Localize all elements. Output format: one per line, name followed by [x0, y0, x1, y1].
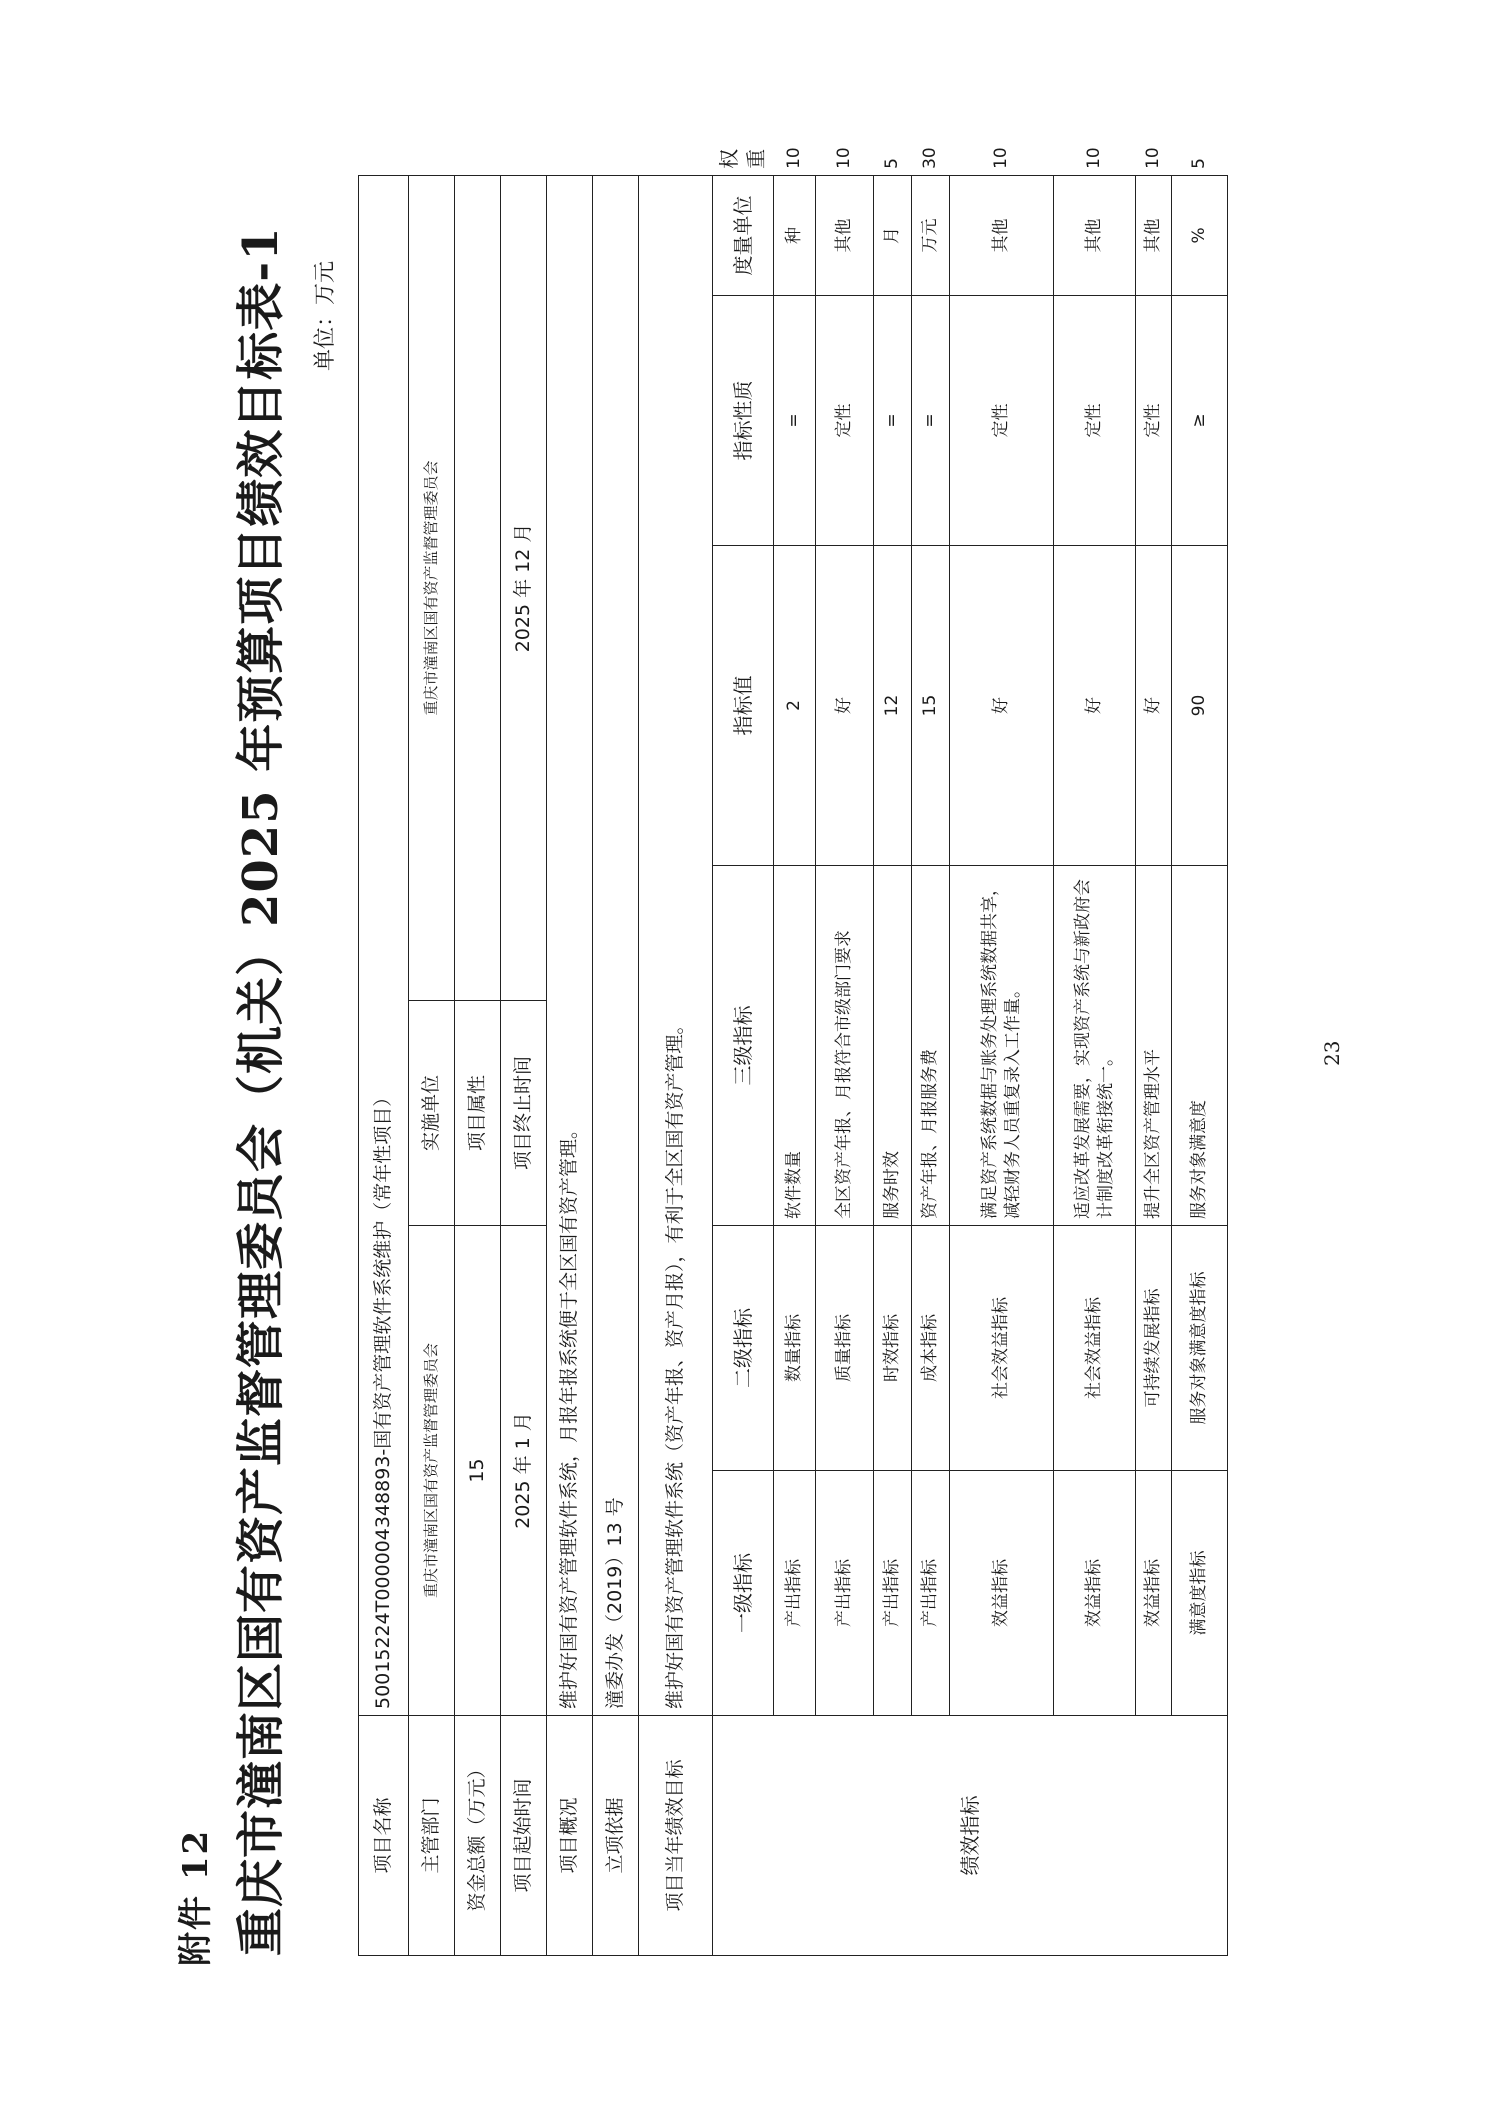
cell-unit: 其他	[1054, 175, 1136, 295]
start-label: 项目起始时间	[501, 1716, 547, 1956]
table-row: 产出指标 质量指标 全区资产年报、月报符合市级部门要求 好 定性 其他 10	[816, 175, 874, 1955]
header-l1: 一级指标	[713, 1471, 774, 1716]
table-row: 效益指标 可持续发展指标 提升全区资产管理水平 好 定性 其他 10	[1136, 175, 1172, 1955]
page-number: 23	[1320, 1040, 1344, 1066]
cell-unit: 其他	[950, 175, 1054, 295]
cell-l2: 社会效益指标	[1054, 1226, 1136, 1471]
overview-value: 维护好国有资产管理软件系统，月报年报系统便于全区国有资产管理。	[547, 175, 593, 1715]
perf-label: 绩效指标	[713, 1716, 1228, 1956]
cell-l2: 可持续发展指标	[1136, 1226, 1172, 1471]
cell-l1: 效益指标	[1054, 1471, 1136, 1716]
end-value: 2025 年 12 月	[501, 175, 547, 1000]
cell-l3: 提升全区资产管理水平	[1136, 866, 1172, 1226]
cell-value: 12	[874, 546, 912, 866]
overview-label: 项目概况	[547, 1716, 593, 1956]
cell-value: 好	[1054, 546, 1136, 866]
cell-nature: ≥	[1172, 296, 1228, 546]
fund-value: 15	[455, 1226, 501, 1716]
cell-l2: 社会效益指标	[950, 1226, 1054, 1471]
impl-label: 实施单位	[409, 1001, 455, 1226]
attr-label: 项目属性	[455, 1001, 501, 1226]
cell-nature: =	[874, 296, 912, 546]
cell-nature: 定性	[1054, 296, 1136, 546]
cell-l1: 产出指标	[774, 1471, 816, 1716]
cell-l3: 服务对象满意度	[1172, 866, 1228, 1226]
header-unit: 度量单位	[713, 175, 774, 295]
cell-unit: 种	[774, 175, 816, 295]
cell-nature: =	[774, 296, 816, 546]
header-l2: 二级指标	[713, 1226, 774, 1471]
dept-label: 主管部门	[409, 1716, 455, 1956]
cell-value: 2	[774, 546, 816, 866]
attr-value	[455, 175, 501, 1000]
project-name-label: 项目名称	[359, 1716, 409, 1956]
cell-value: 90	[1172, 546, 1228, 866]
cell-nature: 定性	[1136, 296, 1172, 546]
cell-l1: 产出指标	[816, 1471, 874, 1716]
annex-label: 附件 12	[176, 1828, 216, 1966]
table-row: 满意度指标 服务对象满意度指标 服务对象满意度 90 ≥ % 5	[1172, 175, 1228, 1955]
table-row: 产出指标 数量指标 软件数量 2 = 种 10	[774, 175, 816, 1955]
cell-unit: %	[1172, 175, 1228, 295]
cell-l3: 服务时效	[874, 866, 912, 1226]
cell-l1: 效益指标	[950, 1471, 1054, 1716]
cell-l2: 时效指标	[874, 1226, 912, 1471]
cell-unit: 其他	[1136, 175, 1172, 295]
cell-l2: 成本指标	[912, 1226, 950, 1471]
cell-l1: 产出指标	[874, 1471, 912, 1716]
project-name-value: 50015224T000004348893-国有资产管理软件系统维护（常年性项目）	[359, 175, 409, 1715]
cell-l2: 数量指标	[774, 1226, 816, 1471]
cell-unit: 月	[874, 175, 912, 295]
cell-l2: 服务对象满意度指标	[1172, 1226, 1228, 1471]
cell-l1: 满意度指标	[1172, 1471, 1228, 1716]
cell-l2: 质量指标	[816, 1226, 874, 1471]
end-label: 项目终止时间	[501, 1001, 547, 1226]
cell-value: 好	[1136, 546, 1172, 866]
cell-l3: 软件数量	[774, 866, 816, 1226]
table-row: 产出指标 时效指标 服务时效 12 = 月 5	[874, 175, 912, 1955]
header-nature: 指标性质	[713, 296, 774, 546]
basis-value: 潼委办发（2019）13 号	[593, 175, 639, 1715]
cell-value: 好	[816, 546, 874, 866]
cell-value: 好	[950, 546, 1054, 866]
cell-nature: 定性	[950, 296, 1054, 546]
cell-unit: 其他	[816, 175, 874, 295]
table-row: 产出指标 成本指标 资产年报、月报服务费 15 = 万元 30	[912, 175, 950, 1955]
fund-label: 资金总额（万元）	[455, 1716, 501, 1956]
cell-nature: 定性	[816, 296, 874, 546]
cell-l1: 效益指标	[1136, 1471, 1172, 1716]
cell-l1: 产出指标	[912, 1471, 950, 1716]
cell-value: 15	[912, 546, 950, 866]
cell-l3: 资产年报、月报服务费	[912, 866, 950, 1226]
performance-table: 项目名称 50015224T000004348893-国有资产管理软件系统维护（常年性项目） 主管部门 重庆市潼南区国有资产监督管理委员会 实施单位 重庆市潼南区国有资产监督管理委员会 资金总额（万元） 15 项目属性 项目起始时间 2025 年 1 月 项目终止时间 2025 年 12 月 项目概况 维护好国有资产管理软件系统，月报年报系统便于全区国有资产管理。 立项依据 潼委办发（2019）13 号 项目当年绩效目标 维护好国有资产管理软件系统（资产年报、资产月报），有利于全区国有资产管理。 绩效指标 一级指标 二级指标 三级指标 指标值 指标性质 度量单位 权重 产出指标 数量指标 软件数量 2 = 种 10 产出指标 质量指标 全区资产年报、月报符合市级部门要求 好 定性 其他 10 产出指标 时效指标 服务时效 12 = 月 5 产出指标 成本指标 资产年报、月报服务费 15 = 万元 30 效益指标 社会效益指标 满足资产系统数据与账务处理系统数据共享，减轻财务人员重复录入工作量。 好 定性 其他 10 效益指标 社会效益指标 适应改革发展需要，实现资产系统与新政府会计制度改革衔接统一。 好 定性 其他 10 效益指标 可持续发展指标 提升全区资产管理水平 好 定性 其他 10 满意度指标 服务对象满意度指标 服务对象满意度 90 ≥ % 5	[358, 175, 1228, 1956]
dept-value: 重庆市潼南区国有资产监督管理委员会	[409, 1226, 455, 1716]
goal-value: 维护好国有资产管理软件系统（资产年报、资产月报），有利于全区国有资产管理。	[639, 175, 713, 1715]
cell-l3: 全区资产年报、月报符合市级部门要求	[816, 866, 874, 1226]
cell-unit: 万元	[912, 175, 950, 295]
header-value: 指标值	[713, 546, 774, 866]
table-row: 效益指标 社会效益指标 适应改革发展需要，实现资产系统与新政府会计制度改革衔接统一。 好 定性 其他 10	[1054, 175, 1136, 1955]
unit-label: 单位：万元	[313, 260, 338, 371]
header-l3: 三级指标	[713, 866, 774, 1226]
cell-l3: 适应改革发展需要，实现资产系统与新政府会计制度改革衔接统一。	[1054, 866, 1136, 1226]
goal-label: 项目当年绩效目标	[639, 1716, 713, 1956]
impl-value: 重庆市潼南区国有资产监督管理委员会	[409, 175, 455, 1000]
basis-label: 立项依据	[593, 1716, 639, 1956]
cell-nature: =	[912, 296, 950, 546]
start-value: 2025 年 1 月	[501, 1226, 547, 1716]
cell-l3: 满足资产系统数据与账务处理系统数据共享，减轻财务人员重复录入工作量。	[950, 866, 1054, 1226]
table-row: 效益指标 社会效益指标 满足资产系统数据与账务处理系统数据共享，减轻财务人员重复录入工作量。 好 定性 其他 10	[950, 175, 1054, 1955]
page-title: 重庆市潼南区国有资产监督管理委员会（机关）2025 年预算项目绩效目标表-1	[233, 226, 289, 1956]
